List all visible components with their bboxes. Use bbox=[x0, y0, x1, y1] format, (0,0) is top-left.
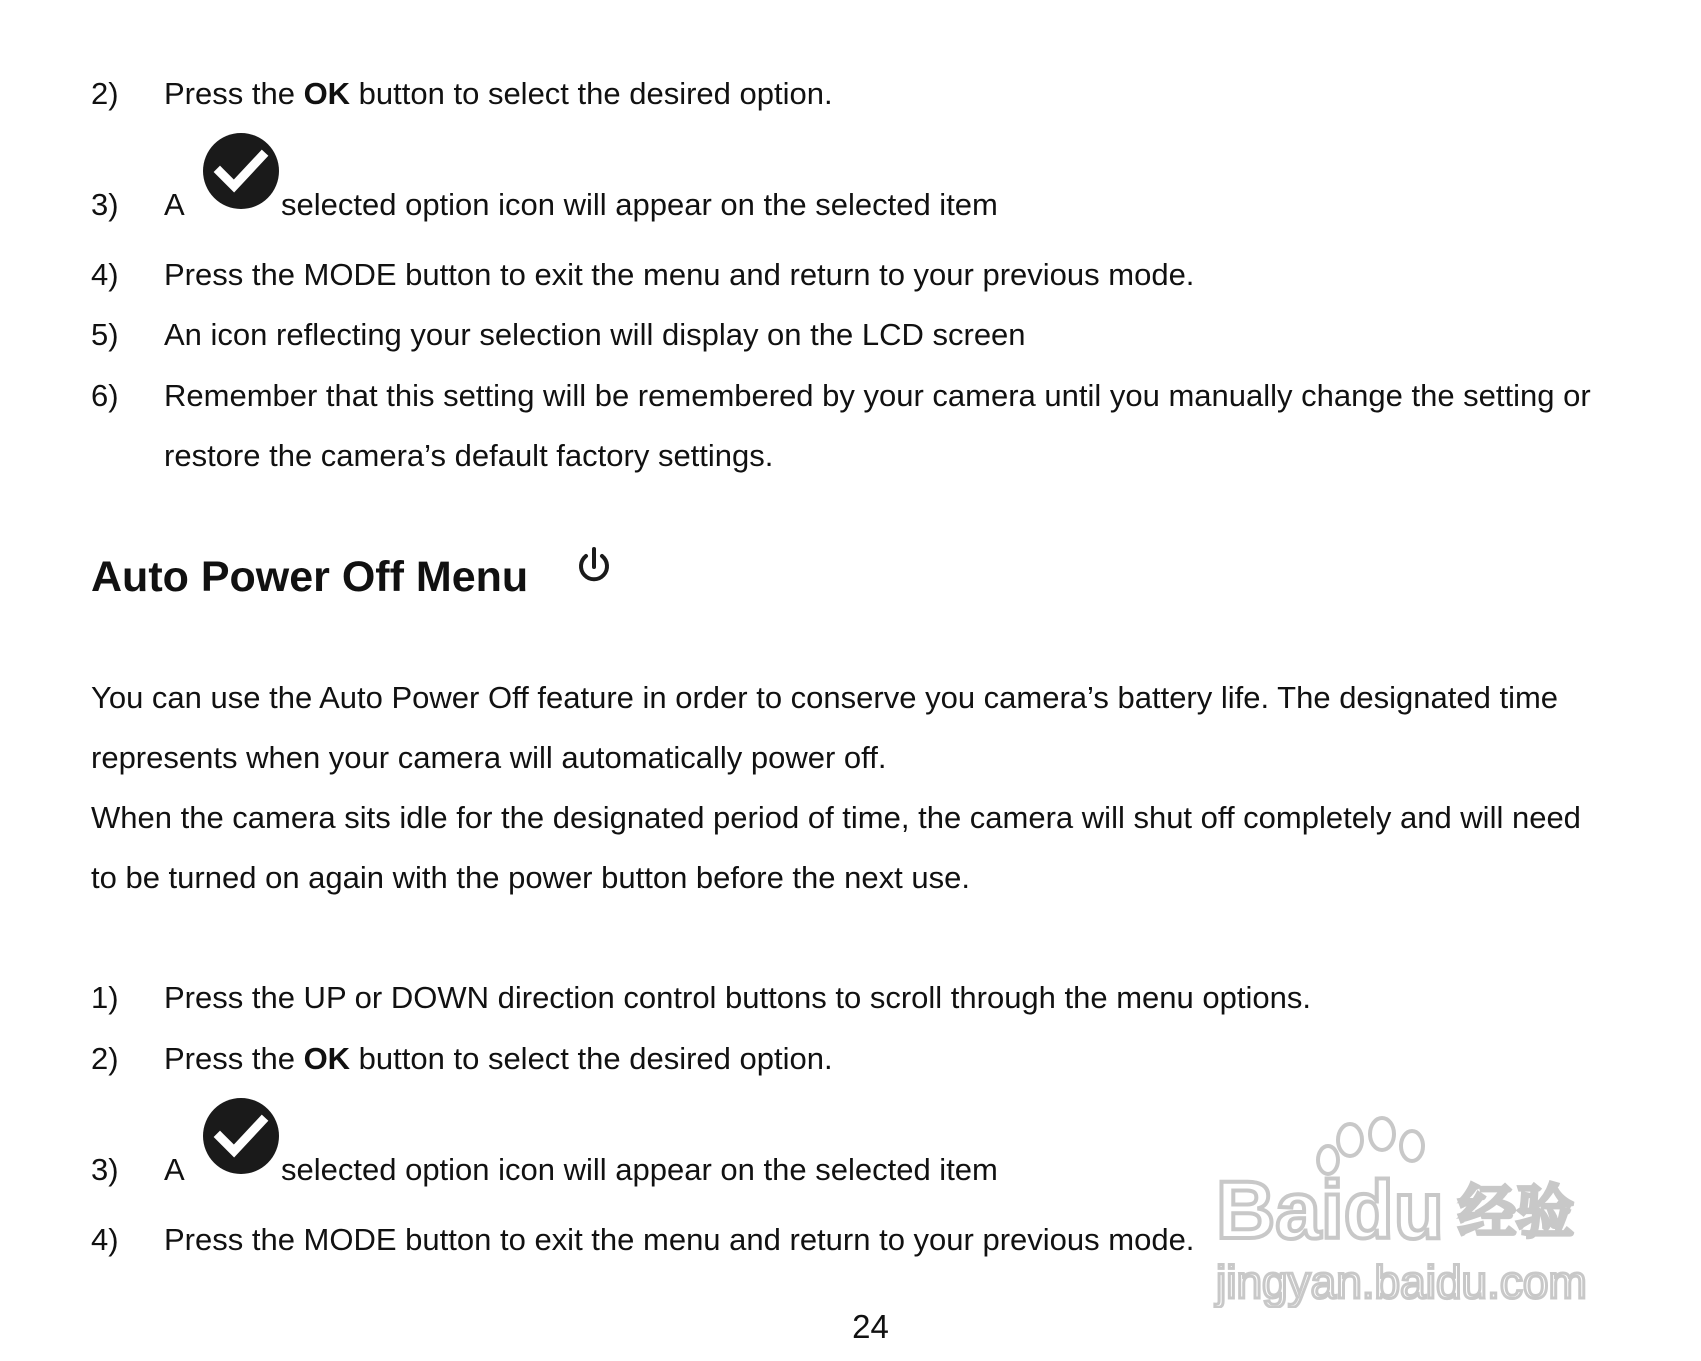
list-number: 6) bbox=[91, 378, 119, 413]
list-number: 1) bbox=[91, 980, 119, 1015]
list-number: 2) bbox=[91, 1041, 119, 1076]
list-number: 5) bbox=[91, 317, 119, 352]
list-number: 4) bbox=[91, 1222, 119, 1257]
paragraph-line: represents when your camera will automatically power off. bbox=[91, 740, 887, 775]
section-title: Auto Power Off Menu bbox=[91, 553, 529, 601]
watermark-suffix: 经验 bbox=[1458, 1178, 1575, 1246]
list-number: 3) bbox=[91, 187, 119, 222]
baidu-jingyan-watermark bbox=[1210, 1108, 1620, 1308]
watermark-brand: Baidu bbox=[1216, 1165, 1444, 1256]
list-number: 2) bbox=[91, 76, 119, 111]
paragraph-line: You can use the Auto Power Off feature in order to conserve you camera’s battery life. The designated time bbox=[91, 680, 1559, 715]
list-text-prefix: A bbox=[164, 187, 185, 222]
list-text-continuation: restore the camera’s default factory settings. bbox=[164, 438, 774, 473]
ok-label: OK bbox=[303, 1041, 351, 1076]
page-number: 24 bbox=[852, 1308, 889, 1345]
list-text: Press the UP or DOWN direction control buttons to scroll through the menu options. bbox=[164, 980, 1311, 1015]
list-text: Remember that this setting will be remembered by your camera until you manually change the setting or bbox=[164, 378, 1591, 413]
paragraph-line: to be turned on again with the power button before the next use. bbox=[91, 860, 970, 895]
list-text: selected option icon will appear on the selected item bbox=[281, 187, 998, 222]
list-text: Press the MODE button to exit the menu and return to your previous mode. bbox=[164, 1222, 1195, 1257]
list-text: Press the OK button to select the desired option. bbox=[164, 76, 833, 111]
list-text: An icon reflecting your selection will display on the LCD screen bbox=[164, 317, 1026, 352]
power-icon bbox=[574, 546, 614, 586]
watermark-url: jingyan.baidu.com bbox=[1216, 1256, 1587, 1308]
selected-check-icon bbox=[200, 1095, 282, 1177]
list-text: selected option icon will appear on the selected item bbox=[281, 1152, 998, 1187]
list-text-prefix: A bbox=[164, 1152, 185, 1187]
list-text: Press the OK button to select the desired option. bbox=[164, 1041, 833, 1076]
list-text: Press the MODE button to exit the menu and return to your previous mode. bbox=[164, 257, 1195, 292]
list-number: 3) bbox=[91, 1152, 119, 1187]
ok-label: OK bbox=[303, 76, 351, 111]
selected-check-icon bbox=[200, 130, 282, 212]
list-number: 4) bbox=[91, 257, 119, 292]
paragraph-line: When the camera sits idle for the designated period of time, the camera will shut off completely and will need bbox=[91, 800, 1581, 835]
